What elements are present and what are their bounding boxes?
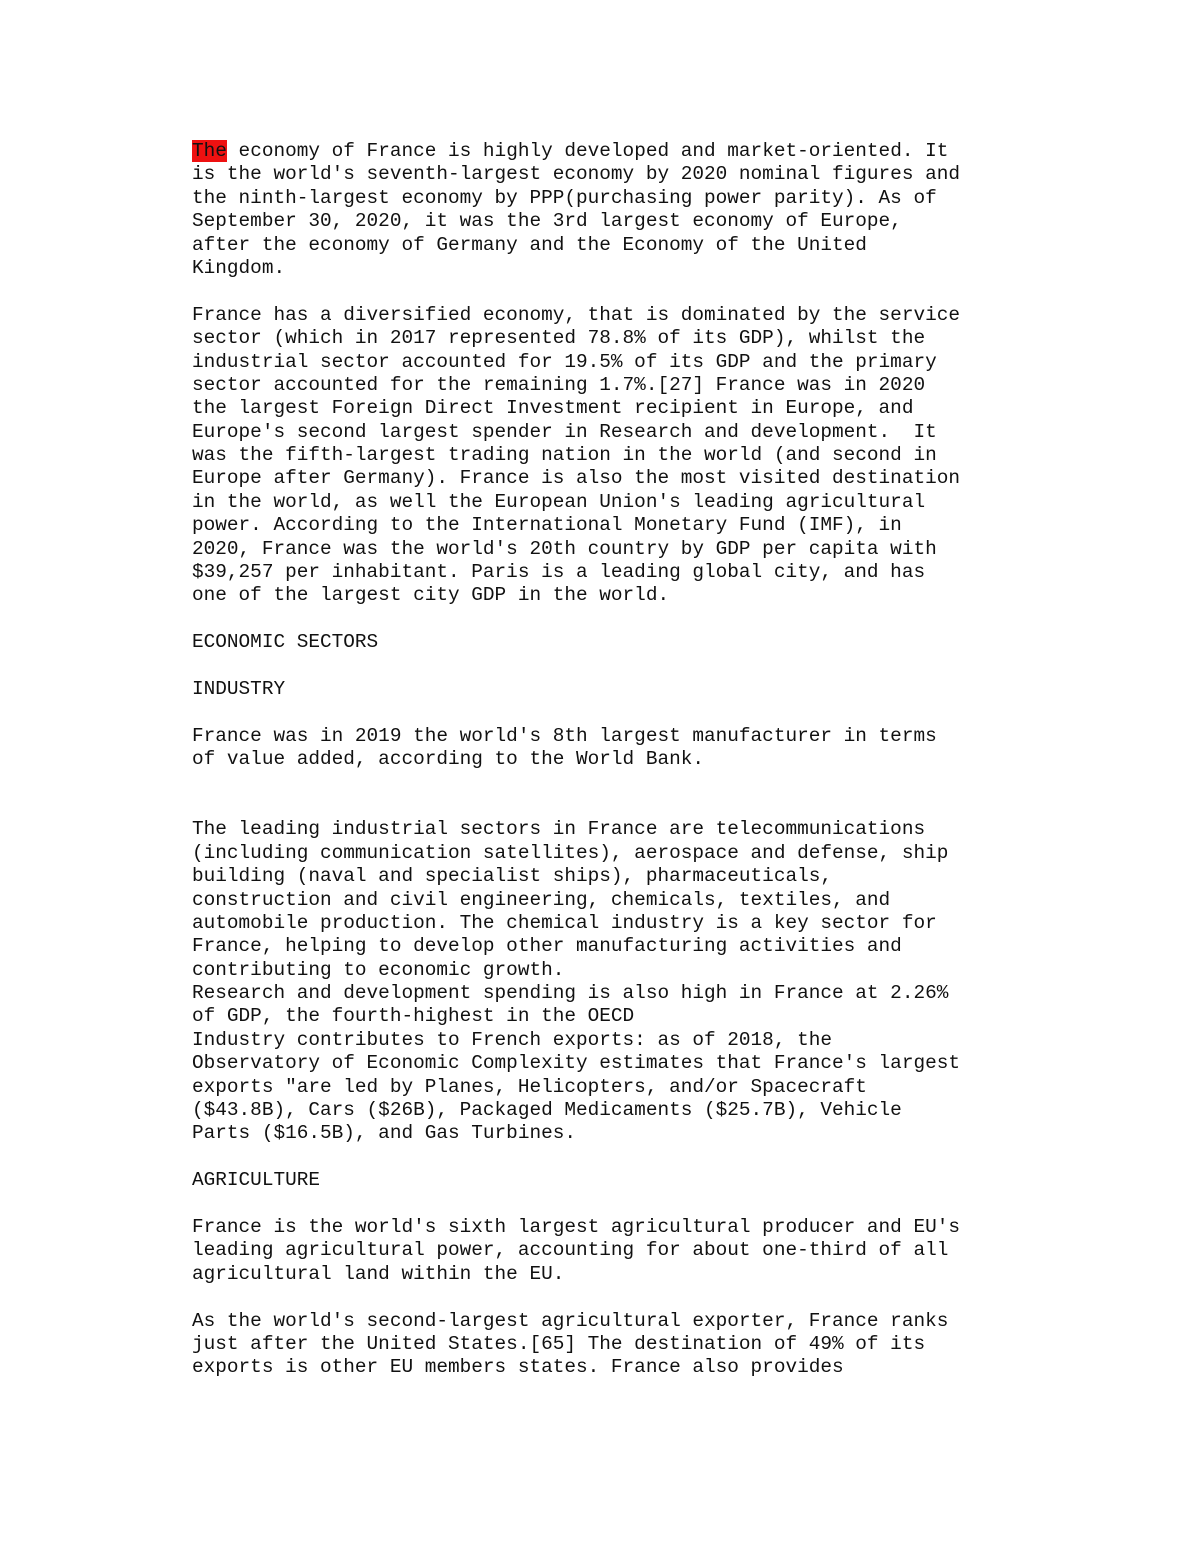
blank-line: [192, 1286, 1022, 1309]
line-text: the ninth-largest economy by PPP(purchasing power parity). As of: [192, 186, 937, 209]
line-text: ECONOMIC SECTORS: [192, 631, 379, 654]
line-text: $39,257 per inhabitant. Paris is a leading global city, and has: [192, 561, 926, 584]
line-text: France was in 2019 the world's 8th largest manufacturer in terms: [192, 724, 937, 747]
line-text: As the world's second-largest agricultural exporter, France ranks: [192, 1309, 949, 1332]
line-text: Research and development spending is also high in France at 2.26%: [192, 982, 949, 1005]
text-line: [192, 631, 1022, 654]
text-line: [192, 1333, 1022, 1356]
text-line: [192, 304, 1022, 327]
line-text: contributing to economic growth.: [192, 958, 565, 981]
line-text: The leading industrial sectors in France are telecommunications: [192, 818, 926, 841]
line-text: INDUSTRY: [192, 677, 286, 700]
text-line: [192, 748, 1022, 771]
text-line: [192, 725, 1022, 748]
text-line: [192, 1310, 1022, 1333]
text-line: [192, 163, 1022, 186]
line-text: September 30, 2020, it was the 3rd largest economy of Europe,: [192, 210, 902, 233]
line-text: Industry contributes to French exports: as of 2018, the: [192, 1028, 832, 1051]
blank-line: [192, 1146, 1022, 1169]
text-line: [192, 374, 1022, 397]
line-text: sector (which in 2017 represented 78.8% of its GDP), whilst the: [192, 327, 926, 350]
line-text: leading agricultural power, accounting for about one-third of all: [192, 1239, 949, 1262]
line-text: just after the United States.[65] The destination of 49% of its: [192, 1332, 926, 1355]
text-line: [192, 514, 1022, 537]
text-line: [192, 1076, 1022, 1099]
line-text: agricultural land within the EU.: [192, 1262, 565, 1285]
highlighted-word: The: [192, 140, 227, 162]
text-line: [192, 444, 1022, 467]
blank-line: [192, 772, 1022, 795]
text-line: [192, 865, 1022, 888]
line-text: the largest Foreign Direct Investment recipient in Europe, and: [192, 397, 914, 420]
blank-line: [192, 1193, 1022, 1216]
text-line: [192, 210, 1022, 233]
text-line: [192, 538, 1022, 561]
text-line: [192, 1263, 1022, 1286]
text-line: [192, 1122, 1022, 1145]
blank-line: [192, 701, 1022, 724]
blank-line: [192, 280, 1022, 303]
line-text: building (naval and specialist ships), pharmaceuticals,: [192, 865, 832, 888]
document-body: [192, 140, 1022, 1380]
line-text: construction and civil engineering, chemicals, textiles, and: [192, 888, 891, 911]
line-text: ($43.8B), Cars ($26B), Packaged Medicaments ($25.7B), Vehicle: [192, 1099, 902, 1122]
text-line: [192, 959, 1022, 982]
text-line: [192, 889, 1022, 912]
text-line: [192, 1239, 1022, 1262]
line-text: Parts ($16.5B), and Gas Turbines.: [192, 1122, 576, 1145]
text-line: [192, 187, 1022, 210]
text-line: [192, 1216, 1022, 1239]
text-line: [192, 421, 1022, 444]
text-line: [192, 1099, 1022, 1122]
text-line: [192, 1005, 1022, 1028]
line-text: exports "are led by Planes, Helicopters, and/or Spacecraft: [192, 1075, 867, 1098]
line-text: power. According to the International Monetary Fund (IMF), in: [192, 514, 902, 537]
text-line: [192, 1052, 1022, 1075]
line-text: 2020, France was the world's 20th country by GDP per capita with: [192, 537, 937, 560]
text-line: [192, 1029, 1022, 1052]
text-line: [192, 327, 1022, 350]
text-line: [192, 140, 1022, 163]
text-line: [192, 818, 1022, 841]
line-text: in the world, as well the European Union's leading agricultural: [192, 490, 926, 513]
line-text: after the economy of Germany and the Economy of the United: [192, 233, 867, 256]
line-text: was the fifth-largest trading nation in the world (and second in: [192, 444, 937, 467]
line-text: Europe's second largest spender in Research and development. It: [192, 420, 937, 443]
blank-line: [192, 608, 1022, 631]
text-line: [192, 912, 1022, 935]
line-text: Europe after Germany). France is also the most visited destination: [192, 467, 960, 490]
line-text: France is the world's sixth largest agricultural producer and EU's: [192, 1215, 960, 1238]
text-line: [192, 234, 1022, 257]
text-line: [192, 982, 1022, 1005]
line-text: France has a diversified economy, that is dominated by the service: [192, 303, 960, 326]
text-line: [192, 561, 1022, 584]
text-line: [192, 467, 1022, 490]
blank-line: [192, 655, 1022, 678]
line-text: of GDP, the fourth-highest in the OECD: [192, 1005, 635, 1028]
line-text: economy of France is highly developed and market-oriented. It: [226, 140, 949, 162]
text-line: [192, 1169, 1022, 1192]
line-text: Kingdom.: [192, 256, 286, 279]
line-text: Observatory of Economic Complexity estimates that France's largest: [192, 1052, 960, 1075]
text-line: [192, 842, 1022, 865]
line-text: industrial sector accounted for 19.5% of its GDP and the primary: [192, 350, 937, 373]
line-text: AGRICULTURE: [192, 1169, 320, 1192]
text-line: [192, 678, 1022, 701]
text-line: [192, 397, 1022, 420]
line-text: sector accounted for the remaining 1.7%.[27] France was in 2020: [192, 373, 926, 396]
line-text: automobile production. The chemical industry is a key sector for: [192, 911, 937, 934]
line-text: France, helping to develop other manufacturing activities and: [192, 935, 902, 958]
text-line: [192, 584, 1022, 607]
line-text: is the world's seventh-largest economy by 2020 nominal figures and: [192, 163, 960, 186]
text-line: [192, 351, 1022, 374]
text-line: [192, 491, 1022, 514]
line-text: (including communication satellites), aerospace and defense, ship: [192, 841, 949, 864]
line-text: exports is other EU members states. France also provides: [192, 1356, 844, 1379]
text-line: [192, 935, 1022, 958]
text-line: [192, 1356, 1022, 1379]
text-line: [192, 257, 1022, 280]
line-text: of value added, according to the World Bank.: [192, 748, 704, 771]
line-text: one of the largest city GDP in the world.: [192, 584, 670, 607]
blank-line: [192, 795, 1022, 818]
